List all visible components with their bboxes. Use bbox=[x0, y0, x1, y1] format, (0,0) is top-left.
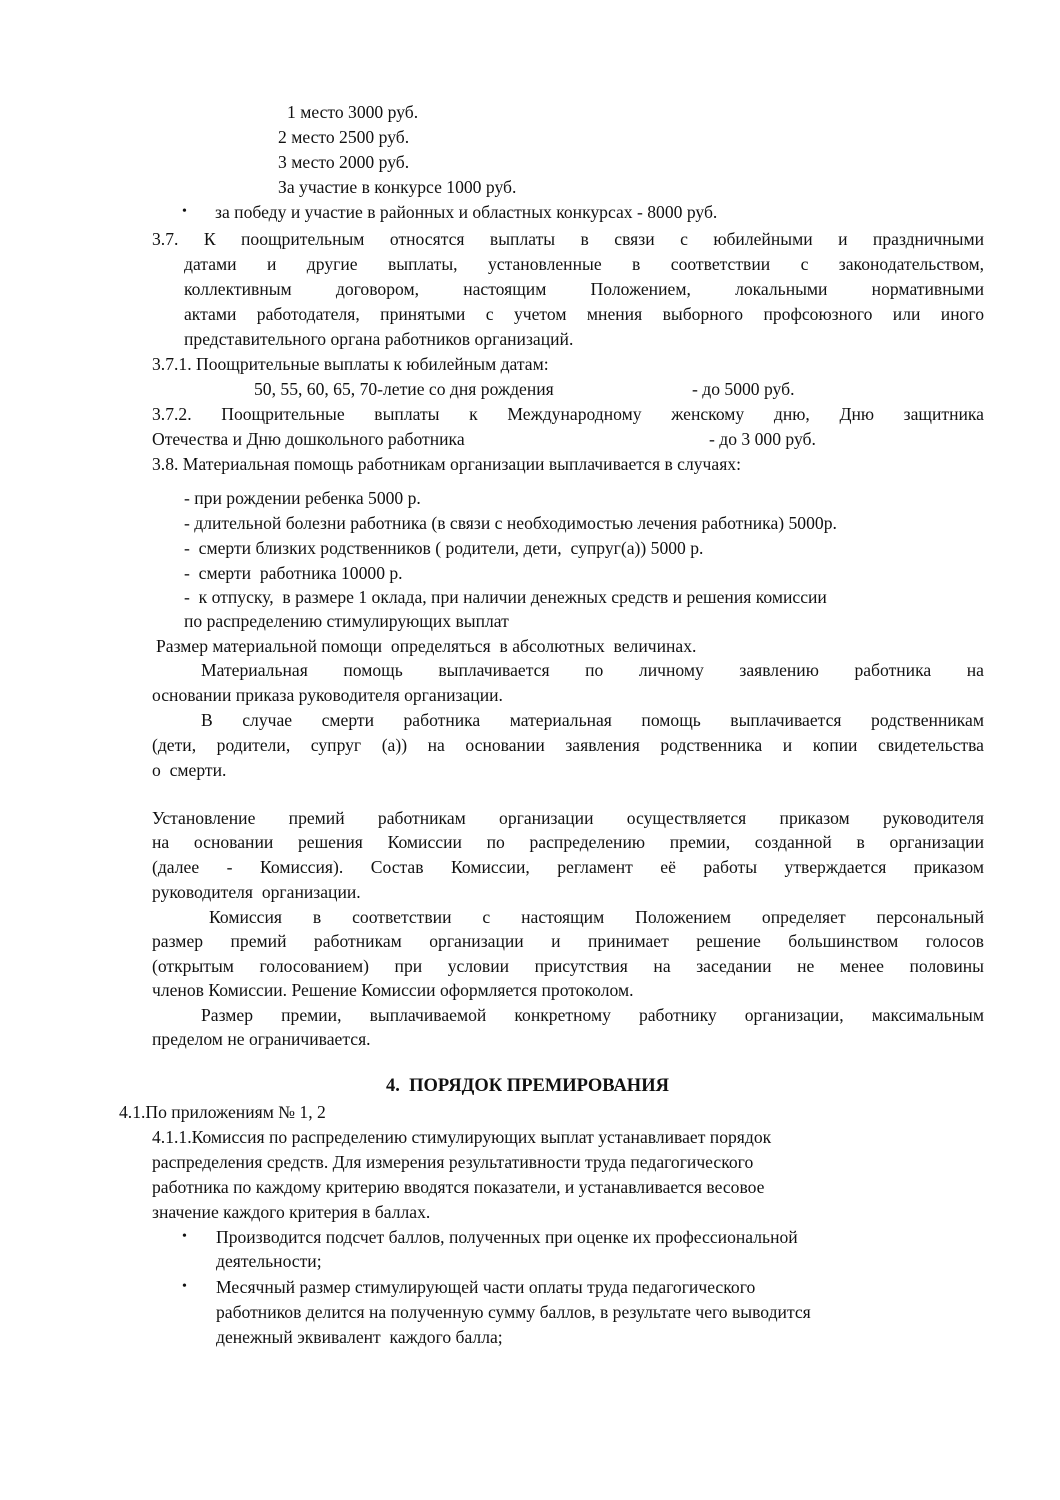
jubilee-dates-item: 50, 55, 60, 65, 70-летие со дня рождения bbox=[254, 379, 554, 399]
prize-participation: За участие в конкурсе 1000 руб. bbox=[278, 177, 517, 197]
scoring-bullet-line: Производится подсчет баллов, полученных при оценке их профессиональной bbox=[216, 1227, 798, 1247]
section-3-8-heading: 3.8. Материальная помощь работникам организации выплачивается в случаях: bbox=[152, 454, 741, 474]
aid-case-item: - длительной болезни работника (в связи с необходимостью лечения работника) 5000р. bbox=[184, 513, 837, 533]
aid-size-note: Размер материальной помощи определяться в абсолютных величинах. bbox=[156, 636, 697, 656]
section-3-7-2-line: Отечества и Дню дошкольного работника bbox=[152, 429, 465, 449]
scoring-bullet-line: деятельности; bbox=[216, 1251, 322, 1271]
point-value-bullet-line: работников делится на полученную сумму баллов, в результате чего выводится bbox=[216, 1302, 811, 1322]
prize-first-place: 1 место 3000 руб. bbox=[287, 102, 419, 122]
section-3-7-2-line: 3.7.2. Поощрительные выплаты к Международному женскому дню, Дню защитника bbox=[152, 404, 984, 424]
premium-paragraph-line: на основании решения Комиссии по распределению премии, созданной в организации bbox=[152, 832, 984, 852]
jubilee-amount: - до 5000 руб. bbox=[692, 379, 795, 399]
aid-case-item: - к отпуску, в размере 1 оклада, при наличии денежных средств и решения комиссии bbox=[184, 587, 827, 607]
section-4-1-1-line: 4.1.1.Комиссия по распределению стимулирующих выплат устанавливает порядок bbox=[152, 1127, 772, 1147]
aid-death-paragraph-line: В случае смерти работника материальная помощь выплачивается родственникам bbox=[201, 710, 984, 730]
section-3-7-line: 3.7. К поощрительным относятся выплаты в связи с юбилейными и праздничными bbox=[152, 229, 984, 249]
holiday-amount: - до 3 000 руб. bbox=[709, 429, 816, 449]
bullet-icon: • bbox=[182, 1279, 187, 1294]
point-value-bullet-line: Месячный размер стимулирующей части оплаты труда педагогического bbox=[216, 1277, 756, 1297]
section-3-7-line: датами и другие выплаты, установленные в соответствии с законодательством, bbox=[184, 254, 984, 274]
commission-paragraph-line: членов Комиссии. Решение Комиссии оформляется протоколом. bbox=[152, 980, 634, 1000]
commission-paragraph-line: Комиссия в соответствии с настоящим Положением определяет персональный bbox=[209, 907, 984, 927]
commission-paragraph-line: (открытым голосованием) при условии присутствия на заседании не менее половины bbox=[152, 956, 984, 976]
section-4-1-heading: 4.1.По приложениям № 1, 2 bbox=[119, 1102, 326, 1122]
aid-case-item: по распределению стимулирующих выплат bbox=[184, 611, 509, 631]
aid-case-item: - смерти близких родственников ( родители, дети, супруг(а)) 5000 р. bbox=[184, 538, 704, 558]
premium-limit-line: Размер премии, выплачиваемой конкретному работнику организации, максимальным bbox=[201, 1005, 984, 1025]
premium-paragraph-line: Установление премий работникам организации осуществляется приказом руководителя bbox=[152, 808, 984, 828]
bullet-icon: • bbox=[182, 204, 187, 219]
aid-case-item: - смерти работника 10000 р. bbox=[184, 563, 403, 583]
premium-paragraph-line: (далее - Комиссия). Состав Комиссии, регламент её работы утверждается приказом bbox=[152, 857, 984, 877]
premium-limit-line: пределом не ограничивается. bbox=[152, 1029, 371, 1049]
aid-death-paragraph-line: о смерти. bbox=[152, 760, 227, 780]
section-4-title: 4. ПОРЯДОК ПРЕМИРОВАНИЯ bbox=[386, 1076, 669, 1096]
aid-case-item: - при рождении ребенка 5000 р. bbox=[184, 488, 421, 508]
prize-third-place: 3 место 2000 руб. bbox=[278, 152, 410, 172]
prize-second-place: 2 место 2500 руб. bbox=[278, 127, 410, 147]
premium-paragraph-line: руководителя организации. bbox=[152, 882, 361, 902]
section-4-1-1-line: распределения средств. Для измерения результативности труда педагогического bbox=[152, 1152, 754, 1172]
district-contests-bonus: за победу и участие в районных и областных конкурсах - 8000 руб. bbox=[215, 202, 718, 222]
section-3-7-1-heading: 3.7.1. Поощрительные выплаты к юбилейным датам: bbox=[152, 354, 549, 374]
point-value-bullet-line: денежный эквивалент каждого балла; bbox=[216, 1327, 503, 1347]
section-3-7-line: коллективным договором, настоящим Положением, локальными нормативными bbox=[184, 279, 984, 299]
aid-paragraph-line: Материальная помощь выплачивается по личному заявлению работника на bbox=[201, 660, 984, 680]
section-3-7-line: актами работодателя, принятыми с учетом мнения выборного профсоюзного или иного bbox=[184, 304, 984, 324]
bullet-icon: • bbox=[182, 1229, 187, 1244]
section-3-7-line: представительного органа работников организаций. bbox=[184, 329, 574, 349]
section-4-1-1-line: значение каждого критерия в баллах. bbox=[152, 1202, 431, 1222]
section-4-1-1-line: работника по каждому критерию вводятся показатели, и устанавливается весовое bbox=[152, 1177, 765, 1197]
aid-paragraph-line: основании приказа руководителя организации. bbox=[152, 685, 503, 705]
commission-paragraph-line: размер премий работникам организации и принимает решение большинством голосов bbox=[152, 931, 984, 951]
aid-death-paragraph-line: (дети, родители, супруг (а)) на основании заявления родственника и копии свидетельства bbox=[152, 735, 984, 755]
